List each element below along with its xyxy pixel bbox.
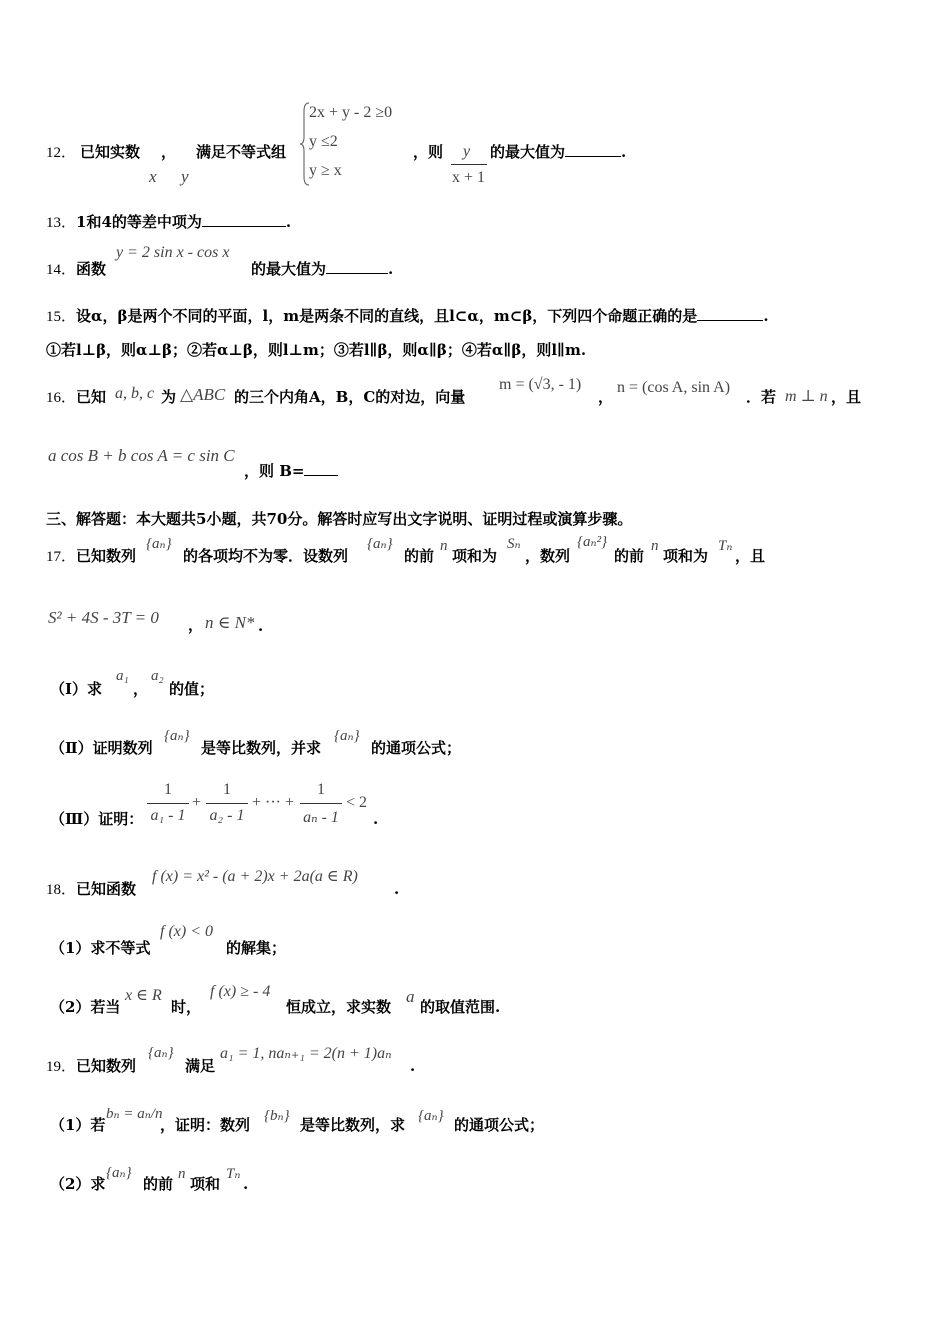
q12-text-a: 已知实数 [80, 143, 141, 161]
q18-part2-a: （2）若当 [50, 998, 121, 1016]
q19-formula: a₁ = 1, naₙ₊₁ = 2(n + 1)aₙ [220, 1045, 392, 1062]
q16-text-e: ，且 [831, 388, 862, 406]
q19-part1-c: 是等比数列，求 [300, 1116, 406, 1134]
q19-part1-b: ，证明：数列 [160, 1116, 251, 1134]
q13: 13．1和4的等差中项为 . [46, 213, 292, 231]
q17-a1: a₁ [116, 668, 129, 684]
q17-part1-c: 的值； [169, 680, 215, 698]
q19-part2-n: n [178, 1166, 186, 1182]
q12-system-line-1: 2x + y - 2 ≥0 [309, 104, 393, 121]
q17-part2-seq-2: {aₙ} [334, 728, 360, 744]
q19-part1-seq-b: {bₙ} [264, 1108, 290, 1124]
q19-part1-d: 的通项公式； [454, 1116, 545, 1134]
q16-text-b: 为 [161, 388, 177, 406]
q16-perp: m ⊥ n [785, 388, 828, 405]
q17-part2-seq: {aₙ} [164, 728, 190, 744]
q16-triangle: △ABC [180, 385, 226, 404]
q17-p3-bar-1 [147, 803, 189, 804]
q17-p3-num-1: 1 [164, 781, 172, 798]
q12-then: ，则 [413, 143, 444, 161]
q18-part2-d: 的取值范围. [420, 998, 501, 1016]
q12-number: 12． [46, 145, 77, 161]
q19-seq-a: {aₙ} [148, 1045, 174, 1061]
q14-answer-blank[interactable] [326, 261, 388, 274]
q17-intro-4: ，数列 [525, 547, 571, 565]
q17-p3-den-2: a₂ - 1 [209, 807, 245, 824]
q17-Sn: Sₙ [507, 536, 521, 552]
q12-tail: 的最大值为 . [490, 143, 627, 161]
q17-seq-a-2: {aₙ} [367, 536, 393, 552]
q17-intro-7: ，且 [735, 547, 766, 565]
q19-text-b: 满足 [185, 1057, 216, 1075]
q13-answer-blank[interactable] [202, 214, 286, 227]
q12-var-x: x [149, 167, 157, 186]
q17-part2-a: （Ⅱ）证明数列 [50, 739, 153, 757]
q17-Tn: Tₙ [718, 538, 733, 554]
q17-p3-end: . [373, 810, 379, 828]
q17-intro-1: 的各项均不为零．设数列 [183, 547, 349, 565]
q14-tail: 的最大值为 . [251, 260, 394, 278]
q18-end: . [394, 880, 400, 898]
q19-end: . [410, 1057, 416, 1075]
q16-text-d: ．若 [746, 388, 777, 406]
q19-part1-seq-a: {aₙ} [418, 1108, 444, 1124]
q17-intro-5: 的前 [614, 547, 645, 565]
q18-formula: f (x) = x² - (a + 2)x + 2a(a ∈ R) [152, 868, 358, 885]
q17-p3-bar-2 [206, 803, 248, 804]
q19-label: 19．已知数列 [46, 1057, 137, 1075]
q19-part1-a: （1）若 [50, 1116, 106, 1134]
q16-abc: a, b, c [115, 385, 155, 402]
q17-seq-a: {aₙ} [146, 536, 172, 552]
q16-equation: a cos B + b cos A = c sin C [48, 446, 235, 465]
q12-frac-num: y [463, 143, 471, 160]
q17-intro-3: 项和为 [452, 547, 498, 565]
q18-part2-a-var: a [406, 987, 415, 1006]
q15-line1: 15．设α，β是两个不同的平面，l，m是两条不同的直线，且l⊂α，m⊂β，下列四个命题正确的是 . [46, 307, 769, 325]
q17-n: n [440, 538, 448, 554]
q16-sep: ， [598, 388, 614, 406]
q17-intro-6: 项和为 [663, 547, 709, 565]
q17-part2-c: 的通项公式； [371, 739, 462, 757]
q17-seq-a2: {aₙ²} [577, 534, 608, 550]
q18-part1-ineq: f (x) < 0 [160, 923, 213, 940]
q17-p3-num-3: 1 [317, 781, 325, 798]
q17-intro-2: 的前 [404, 547, 435, 565]
q12-text-b: 满足不等式组 [196, 143, 287, 161]
q12-system-line-2: y ≤2 [309, 133, 338, 150]
q12-frac-den: x + 1 [452, 169, 486, 186]
q17-p3-bar-3 [300, 803, 342, 804]
q19-part1-bn: bₙ = aₙ/n [106, 1106, 163, 1122]
q16-vec-n: n = (cos A, sin A) [617, 379, 731, 396]
q17-p3-num-2: 1 [223, 781, 231, 798]
q16-vec-m: m = (√3, - 1) [499, 376, 582, 393]
q16-label: 16．已知 [46, 388, 107, 406]
q15-answer-blank[interactable] [697, 308, 763, 321]
section-3-heading: 三、解答题：本大题共5小题，共70分。解答时应写出文字说明、证明过程或演算步骤。 [46, 510, 633, 528]
q18-part1-a: （1）求不等式 [50, 939, 151, 957]
q17-a2: a₂ [151, 668, 164, 684]
q17-p3-den-1: a₁ - 1 [150, 807, 186, 824]
q19-part2-end: . [243, 1175, 249, 1193]
q12-var-y: y [181, 167, 189, 186]
q17-part3-label: （Ⅲ）证明： [50, 810, 144, 828]
q14-label: 14．函数 [46, 260, 107, 278]
q19-part2-b: 的前 [143, 1175, 174, 1193]
q17-part2-b: 是等比数列，并求 [201, 739, 322, 757]
q12-system-line-3: y ≥ x [309, 162, 342, 179]
q17-equation: S² + 4S - 3T = 0 [48, 608, 159, 627]
q17-p3-op-3: < 2 [346, 794, 368, 811]
q12-answer-blank[interactable] [565, 144, 621, 157]
q17-part1-a: （Ⅰ）求 [50, 680, 103, 698]
q17-p3-op-1: + [192, 794, 202, 811]
q16-tail: ，则 B= [244, 460, 338, 481]
q18-part1-c: 的解集； [226, 939, 287, 957]
q17-part1-b: ， [133, 680, 149, 698]
q19-part2-c: 项和 [190, 1175, 221, 1193]
q19-part2-Tn: Tₙ [226, 1166, 241, 1182]
q18-part2-c: 恒成立，求实数 [286, 998, 392, 1016]
q19-part2-a: （2）求 [50, 1175, 106, 1193]
q18-part2-ineq: f (x) ≥ - 4 [210, 983, 271, 1000]
q15-line2: ①若l⊥β，则α⊥β；②若α⊥β，则l⊥m；③若l∥β，则α∥β；④若α∥β，则l∥m. [46, 341, 587, 359]
q17-label: 17．已知数列 [46, 547, 137, 565]
q17-p3-op-2: + ··· + [252, 794, 295, 811]
q17-p3-den-3: aₙ - 1 [303, 809, 339, 826]
q18-part2-domain: x ∈ R [125, 987, 162, 1004]
q19-part2-seq: {aₙ} [106, 1165, 132, 1181]
q16-text-c: 的三个内角A，B，C的对边，向量 [234, 388, 466, 406]
q18-label: 18．已知函数 [46, 880, 137, 898]
q17-domain: n ∈ N* [205, 613, 255, 632]
q12-frac-bar [451, 164, 487, 165]
q17-dot: . [258, 617, 264, 635]
q14-formula: y = 2 sin x - cos x [116, 244, 230, 261]
q17-eq-tail: ， [188, 616, 204, 634]
q16-answer-blank[interactable] [304, 463, 338, 476]
q12-comma: ， [161, 143, 177, 161]
q18-part2-b: 时， [171, 998, 202, 1016]
q17-n-2: n [651, 538, 659, 554]
